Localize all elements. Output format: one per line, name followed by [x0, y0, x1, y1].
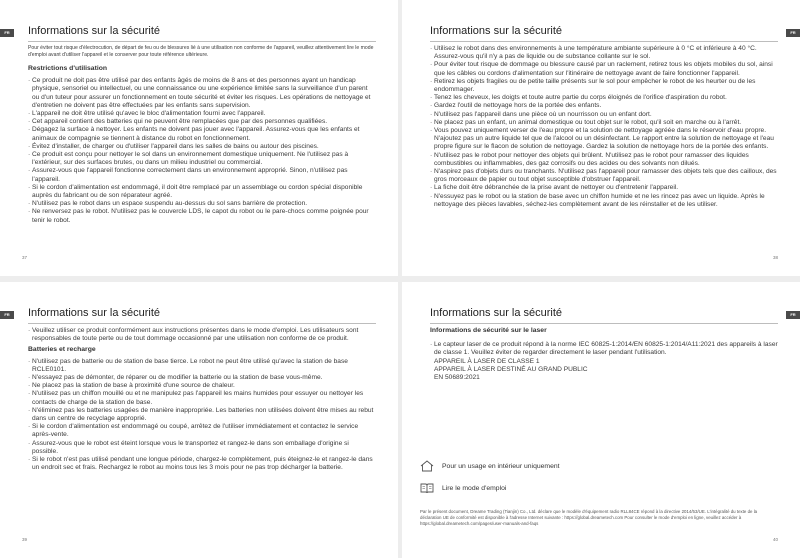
laser-line: APPAREIL À LASER DESTINÉ AU GRAND PUBLIC — [434, 365, 588, 373]
page-number: 38 — [772, 255, 778, 260]
list-item: · Si le cordon d'alimentation est endommagé ou coupé, arrêtez de l'utiliser immédiatement et contactez le service après-vente. — [28, 423, 376, 439]
list-item: · N'éliminez pas les batteries usagées de manière inappropriée. Les batteries non utilisées doivent être mises au rebut dans un centre de recyclage approprié. — [28, 407, 376, 423]
language-tab: FR — [0, 29, 14, 37]
section-heading: Restrictions d'utilisation — [28, 65, 108, 72]
list-item: · Si le cordon d'alimentation est endommagé, il doit être remplacé par un assemblage ou cordon spécial disponible auprès du fabricant ou de son réparateur agréé. — [28, 184, 376, 200]
language-tab: FR — [786, 29, 800, 37]
usage-list — [28, 327, 376, 343]
list-item: · Gardez l'outil de nettoyage hors de la portée des enfants. — [430, 102, 778, 110]
list-item: · L'appareil ne doit être utilisé qu'avec le bloc d'alimentation fourni avec l'appareil. — [28, 110, 376, 118]
title-divider — [28, 323, 376, 324]
list-item: · Vous pouvez uniquement verser de l'eau propre et la solution de nettoyage agréée dans le réservoir d'eau propre. N'ajoutez pas un autre liquide tel que de l'alcool ou un désinfectant. Le rapport entre la solution de nettoyage et l'eau propre figure sur le flacon de solution de nettoyage. Gardez la solution de nettoyage hors de la portée des enfants. — [430, 127, 778, 152]
list-item: · Pour éviter tout risque de dommage ou blessure causé par un raclement, retirez tous les objets mobiles du sol, ainsi que les câbles ou cordons d'alimentation sur l'itinéraire de nettoyage avant de faire fonctionner l'appareil. — [430, 61, 778, 77]
laser-line: APPAREIL À LASER DE CLASSE 1 — [434, 357, 540, 365]
page-body — [28, 45, 376, 225]
indoor-use-label: Pour un usage en intérieur uniquement — [442, 462, 560, 470]
laser-class-lines — [430, 358, 778, 383]
list-item: · N'aspirez pas d'objets durs ou tranchants. N'utilisez pas l'appareil pour ramasser des objets tels que des cailloux, des gros morceaux de papier ou tout objet susceptible d'obstruer l'appareil. — [430, 168, 778, 184]
list-item: · N'utilisez pas l'appareil dans une pièce où un nourrisson ou un enfant dort. — [430, 111, 778, 119]
read-manual-label: Lire le mode d'emploi — [442, 484, 507, 492]
list-item: · Dégagez la surface à nettoyer. Les enfants ne doivent pas jouer avec l'appareil. Assurez-vous que les enfants et animaux de compagnie se tiennent à distance du robot en fonctionnement. — [28, 126, 376, 142]
conformity-footer: Par le présent document, Dreame Trading (Tianjin) Co., Ltd. déclare que le modèle d'équipement radio RLL84CE répond à la directive 2014/53/UE. L'intégralité du texte de la déclaration UE de conformité est disponible à l'adresse Internet suivante : https://global.dreametech.com Pour consulter le mode d'emploi en ligne, veuillez accéder à https://global.dreametech.com/pages/user-manuals-and-faqs — [420, 509, 758, 527]
page-40 — [402, 282, 800, 558]
title-divider — [28, 41, 376, 42]
list-item: · Assurez-vous que l'appareil fonctionne correctement dans un environnement approprié. Sinon, n'utilisez pas l'appareil. — [28, 167, 376, 183]
restrictions-list — [28, 77, 376, 225]
list-item: · Retirez les objets fragiles ou de petite taille présents sur le sol pour empêcher le robot de les heurter ou de les endommager. — [430, 78, 778, 94]
safety-list — [430, 45, 778, 209]
page-37 — [0, 0, 398, 276]
read-manual-row — [420, 482, 506, 494]
language-tab: FR — [786, 311, 800, 319]
title-divider — [430, 323, 778, 324]
language-tab: FR — [0, 311, 14, 319]
list-item: · Tenez les cheveux, les doigts et toute autre partie du corps éloignés de l'orifice d'aspiration du robot. — [430, 94, 778, 102]
page-39 — [0, 282, 398, 558]
house-indoor-icon — [420, 460, 434, 472]
page-number: 40 — [772, 537, 778, 542]
section-heading: Batteries et recharge — [28, 346, 96, 354]
battery-list — [28, 358, 376, 473]
laser-list — [430, 341, 778, 357]
laser-line: EN 50689:2021 — [434, 374, 480, 382]
list-item: · Cet appareil contient des batteries qui ne peuvent être remplacées que par des personnes qualifiées. — [28, 118, 376, 126]
indoor-use-row — [420, 460, 560, 472]
list-item: · La fiche doit être débranchée de la prise avant de nettoyer ou d'entretenir l'appareil. — [430, 184, 778, 192]
list-item: · N'utilisez pas de batterie ou de station de base tierce. Le robot ne peut être utilisé qu'avec la station de base RCLE0101. — [28, 358, 376, 374]
page-body — [28, 327, 376, 472]
page-title: Informations sur la sécurité — [430, 25, 563, 37]
page-title: Informations sur la sécurité — [28, 25, 161, 37]
list-item: · Ne renversez pas le robot. N'utilisez pas le couvercle LDS, le capot du robot ou le pare-chocs comme poignée pour tenir le robot. — [28, 208, 376, 224]
list-item: · Le capteur laser de ce produit répond à la norme IEC 60825-1:2014/EN 60825-1:2014/A11:2021 des appareils à laser de classe 1. Veuillez éviter de regarder directement le laser pendant l'utilisation. — [430, 341, 778, 357]
list-item: · N'utilisez pas le robot pour nettoyer des objets qui brûlent. N'utilisez pas le robot pour ramasser des liquides combustibles ou inflammables, des gaz corrosifs ou des acides ou des solvants non dilués. — [430, 152, 778, 168]
page-body — [430, 45, 778, 209]
list-item: · Si le robot n'est pas utilisé pendant une longue période, chargez-le complètement, puis éteignez-le et rangez-le dans un endroit sec et frais. Rechargez le robot au moins tous les 3 mois pour ne pas trop décharger la batterie. — [28, 456, 376, 472]
list-item: · Utilisez le robot dans des environnements à une température ambiante supérieure à 0 °C et inférieure à 40 °C. Assurez-vous qu'il n'y a pas de liquide ou de substance collante sur le sol. — [430, 45, 778, 61]
open-book-icon — [420, 482, 434, 494]
page-title: Informations sur la sécurité — [430, 307, 563, 319]
intro-text: Pour éviter tout risque d'électrocution, de départ de feu ou de blessures lié à une utilisation non conforme de l'appareil, veuillez attentivement lire le mode d'emploi avant d'utiliser l'appareil et le conserver pour toute référence ultérieure. — [28, 45, 374, 58]
list-item: · N'essuyez pas le robot ou la station de base avec un chiffon humide et ne les rincez pas avec un liquide. Après le nettoyage des pièces lavables, séchez-les complètement avant de les réinstaller et de les utiliser. — [430, 193, 778, 209]
page-number: 37 — [22, 255, 28, 260]
list-item: · Veuillez utiliser ce produit conformément aux instructions présentes dans le mode d'emploi. Les utilisateurs sont responsables de toute perte ou de tout dommage occasionné par une utilisation non conforme de ce produit. — [28, 327, 376, 343]
list-item: · N'essayez pas de démonter, de réparer ou de modifier la batterie ou la station de base vous-même. — [28, 374, 376, 382]
list-item: · Évitez d'installer, de charger ou d'utiliser l'appareil dans les salles de bains ou autour des piscines. — [28, 143, 376, 151]
list-item: · Ne placez pas un enfant, un animal domestique ou tout objet sur le robot, qu'il soit en marche ou à l'arrêt. — [430, 119, 778, 127]
list-item: · N'utilisez pas un chiffon mouillé ou et ne manipulez pas l'appareil les mains humides pour essuyer ou nettoyer les contacts de charge de la station de base. — [28, 390, 376, 406]
list-item: · Assurez-vous que le robot est éteint lorsque vous le transportez et rangez-le dans son emballage d'origine si possible. — [28, 440, 376, 456]
list-item: · Ne placez pas la station de base à proximité d'une source de chaleur. — [28, 382, 376, 390]
page-body — [430, 327, 778, 382]
page-title: Informations sur la sécurité — [28, 307, 161, 319]
page-number: 39 — [22, 537, 28, 542]
list-item: · N'utilisez pas le robot dans un espace suspendu au-dessus du sol sans barrière de protection. — [28, 200, 376, 208]
page-38 — [402, 0, 800, 276]
section-heading: Informations de sécurité sur le laser — [430, 327, 547, 334]
list-item: · Ce produit est conçu pour nettoyer le sol dans un environnement domestique uniquement. Ne l'utilisez pas à l'extérieur, sur des surfaces brutes, ou dans un milieu industriel ou commercial. — [28, 151, 376, 167]
list-item: · Ce produit ne doit pas être utilisé par des enfants âgés de moins de 8 ans et des personnes ayant un handicap physique, sensoriel ou intellectuel, ou une connaissance ou une expérience limitée sans la surveillance d'un parent ou d'un tuteur pour assurer un fonctionnement en toute sécurité et éviter les risques. Les opérations de nettoyage et d'entretien ne doivent pas être effectuées par les enfants sans supervision. — [28, 77, 376, 110]
title-divider — [430, 41, 778, 42]
